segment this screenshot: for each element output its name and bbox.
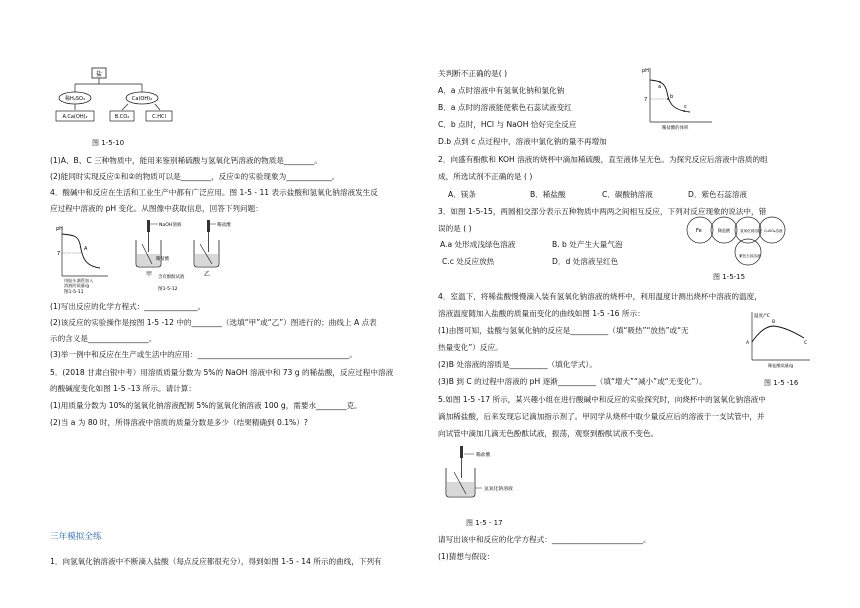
question-4-part-2-line-2: 示的含义是________________。 xyxy=(50,334,157,343)
fig1512-naoh-beaker: 含有酚酞试液 xyxy=(158,275,185,280)
fig1512-yi: 乙 xyxy=(204,271,211,278)
mock-q4-part-2: (2)B 处溶液的溶质是__________（填化学式）。 xyxy=(438,360,597,369)
question-4-line-2: 应过程中溶液的 pH 变化。从图像中获取信息，回答下列问题： xyxy=(50,204,263,213)
fig1516-ylabel: 温度/℃ xyxy=(754,314,770,319)
mock-q2-option-b: B．稀盐酸 xyxy=(530,190,566,199)
fig1510-caoh2: Ca(OH)₂ xyxy=(131,96,153,102)
fig1510-top-label: 盐 xyxy=(95,71,103,78)
fig1511-ph-label: pH xyxy=(56,226,63,232)
mock-q3-option-b: B. b 处产生大量气泡 xyxy=(552,240,623,249)
fig1516-point-a: A xyxy=(746,341,750,346)
figure-1-5-10 xyxy=(50,66,200,130)
fig1512-caption: 图1-5-12 xyxy=(158,287,178,292)
question-4-part-2-line-1: (2)该反应的实验操作是按图 1-5 -12 中的________（选填“甲”或“乙”）图进行的；曲线上 A 点表 xyxy=(50,318,377,327)
fig1510-option-c: C.HCl xyxy=(152,114,166,120)
question-3-part-2: (2)能同时实现反应①和②的物质可以是________，反应①的实验现象为____________。 xyxy=(50,172,340,181)
fig1510-option-b: B.CO₂ xyxy=(114,114,130,120)
fig1515-fe: Fe xyxy=(696,228,702,234)
section-title: 三年模拟全练 xyxy=(50,532,102,542)
figure-1-5-12-beakers xyxy=(128,218,238,296)
mock-q2-option-a: A．镁条 xyxy=(448,190,476,199)
fig1514-point-c: c xyxy=(684,104,687,110)
mock-question-5-line-2: 滴加稀盐酸，后来发现忘记滴加指示剂了。甲同学从烧杯中取少量反应后的溶液于一支试管中，并 xyxy=(438,412,765,421)
fig1511-point-a: A xyxy=(84,246,88,252)
question-5-part-2: (2)当 a 为 80 时，所得溶液中溶质的质量分数是多少（结果精确到 0.1%）? xyxy=(50,418,308,427)
caption-1-5-10: 图 1-5-10 xyxy=(92,139,125,147)
fig1515-naoh: 氢氧化钠溶液 xyxy=(740,229,762,233)
mock-question-2-line-2: 成，所选试剂不正确的是 ( ) xyxy=(438,172,533,181)
mock-q1-option-d: D.b 点到 c 点过程中，溶液中氯化钠的量不再增加 xyxy=(438,137,607,146)
fig1511-xlabel-1: 用胶头滴管加入 xyxy=(64,278,94,283)
fig1515-hcl: 稀盐酸 xyxy=(718,228,730,233)
fig1511-caption: 图1-5-11 xyxy=(64,290,84,294)
mock-q1-option-b: B．a 点时的溶液能使紫色石蕊试液变红 xyxy=(438,103,572,112)
mock-question-4-line-1: 4．室温下，将稀盐酸慢慢滴入装有氢氧化钠溶液的烧杯中，利用温度计测出烧杯中溶液的温度， xyxy=(438,292,762,301)
fig1515-cuso4: CuSO₄溶液 xyxy=(764,229,783,233)
fig1511-seven: 7 xyxy=(57,251,61,257)
fig1516-point-c: C xyxy=(804,341,808,346)
mock-q1-option-c: C．b 点时，HCl 与 NaOH 恰好完全反应 xyxy=(438,120,577,129)
mock-q5-equation-line: 请写出该中和反应的化学方程式：________________________。 xyxy=(438,535,651,544)
mock-question-4-line-2: 溶液温度随加入盐酸的质量而变化的曲线如图 1-5 -16 所示： xyxy=(438,309,645,318)
mock-q4-part-3: (3)B 到 C 的过程中溶液的 pH 逐渐__________（填“增大”“减小”或“无变化”）。 xyxy=(438,377,707,386)
mock-q2-option-d: D．紫色石蕊溶液 xyxy=(688,190,748,199)
fig1516-point-b: B xyxy=(772,320,776,325)
mock-question-1-line-1: 1．向氢氧化钠溶液中不断滴入盐酸（每点反应都很充分），得到如图 1-5 - 14 所示的曲线，下列有 xyxy=(50,557,382,566)
question-4-part-1: (1)写出反应的化学方程式：______________。 xyxy=(50,302,206,311)
mock-q2-option-c: C．碳酸钠溶液 xyxy=(602,190,653,199)
mock-q5-hypothesis: (1)猜想与假设： xyxy=(438,552,495,561)
figure-1-5-11-ph-chart xyxy=(54,222,110,294)
mock-question-2-line-1: 2．向盛有酚酞和 KOH 溶液的烧杯中滴加稀硫酸，直至液体呈无色。为探究反应后溶液中溶质的组 xyxy=(438,155,768,164)
question-5-line-1: 5．(2018 甘肃白银中考）用溶质质量分数为 5%的 NaOH 溶液中和 73 g 的稀盐酸，反应过程中溶液 xyxy=(50,368,394,377)
mock-question-1-line-2: 关判断不正确的是( ) xyxy=(438,69,508,78)
figure-1-5-14-ph-chart xyxy=(640,64,716,134)
fig1510-h2so4: 稀H₂SO₄ xyxy=(65,96,85,102)
fig1514-point-a: a xyxy=(658,84,662,90)
fig1511-xlabel-2: 溶液的质量/g xyxy=(64,283,90,288)
fig1514-point-b: b xyxy=(670,94,674,100)
fig1514-seven: 7 xyxy=(644,97,648,103)
fig1517-naoh-label: 氢氧化钠溶液 xyxy=(484,487,513,492)
fig1512-hcl-label: 稀盐酸 xyxy=(217,223,231,228)
fig1512-jia: 甲 xyxy=(146,271,153,278)
caption-1-5-16: 图 1-5 -16 xyxy=(764,379,799,387)
question-4-part-3: (3)举一例中和反应在生产或生活中的应用：________________________________________。 xyxy=(50,350,357,359)
question-4-line-1: 4．酸碱中和反应在生活和工业生产中都有广泛应用。图 1-5 - 11 表示盐酸和氢氧化钠溶液发生反 xyxy=(50,188,378,197)
fig1517-hcl-label: 稀盐酸 xyxy=(476,453,491,458)
question-3-part-1: (1)A、B、C 三种物质中，能用来鉴别稀硫酸与氢氧化钙溶液的物质是________。 xyxy=(50,156,322,165)
mock-q4-part-1-line-1: (1)由图可知，盐酸与氢氧化钠的反应是__________（填“吸热”“放热”或“无 xyxy=(438,326,689,335)
question-5-part-1: (1)用质量分数为 10%的氢氧化钠溶液配制 5%的氢氧化钠溶液 100 g，需要水________克。 xyxy=(50,401,362,410)
question-5-line-2: 的酸碱度变化如图 1-5 -13 所示。请计算： xyxy=(50,384,196,393)
mock-question-5-line-1: 5.如图 1-5 -17 所示，某兴趣小组在进行酸碱中和反应的实验探究时，向烧杯中的氢氧化钠溶液中 xyxy=(438,395,766,404)
caption-1-5-17: 图 1-5 - 17 xyxy=(466,519,503,527)
mock-question-3-line-1: 3．如图 1-5-15，两圆相交部分表示五种物质中两两之间相互反应，下列对反应现象的说法中，错 xyxy=(438,207,767,216)
mock-q3-option-d: D．d 处溶液呈红色 xyxy=(552,257,619,266)
figure-1-5-15-circles xyxy=(682,210,804,272)
fig1514-xlabel: 稀盐酸的体积 xyxy=(662,126,689,131)
mock-q1-option-a: A．a 点时溶液中有氢氧化钠和氯化钠 xyxy=(438,86,565,95)
mock-q3-option-c: C.c 处反应放热 xyxy=(442,257,495,266)
fig1516-xlabel: 稀盐酸质量/g xyxy=(768,363,794,368)
figure-1-5-17-beaker xyxy=(438,444,548,510)
fig1510-option-a: A.Ca(OH)₂ xyxy=(62,114,88,120)
fig1512-naoh-label: NaOH溶液 xyxy=(159,223,182,228)
caption-1-5-15: 图 1-5-15 xyxy=(713,273,746,281)
mock-question-3-line-2: 误的是 ( ) xyxy=(438,224,472,233)
fig1514-ph-label: pH xyxy=(642,68,649,74)
mock-q4-part-1-line-2: 热量变化”）反应。 xyxy=(438,343,503,352)
mock-question-5-line-3: 向试管中滴加几滴无色酚酞试液，振荡，观察到酚酞试液不变色。 xyxy=(438,429,659,438)
fig1515-litmus: 紫色石蕊溶液 xyxy=(739,254,761,258)
figure-1-5-16-temperature-chart xyxy=(742,308,812,368)
mock-q3-option-a: A.a 处形成浅绿色溶液 xyxy=(440,240,516,249)
fig1512-beaker-hcl: 稀盐酸 xyxy=(156,257,170,262)
